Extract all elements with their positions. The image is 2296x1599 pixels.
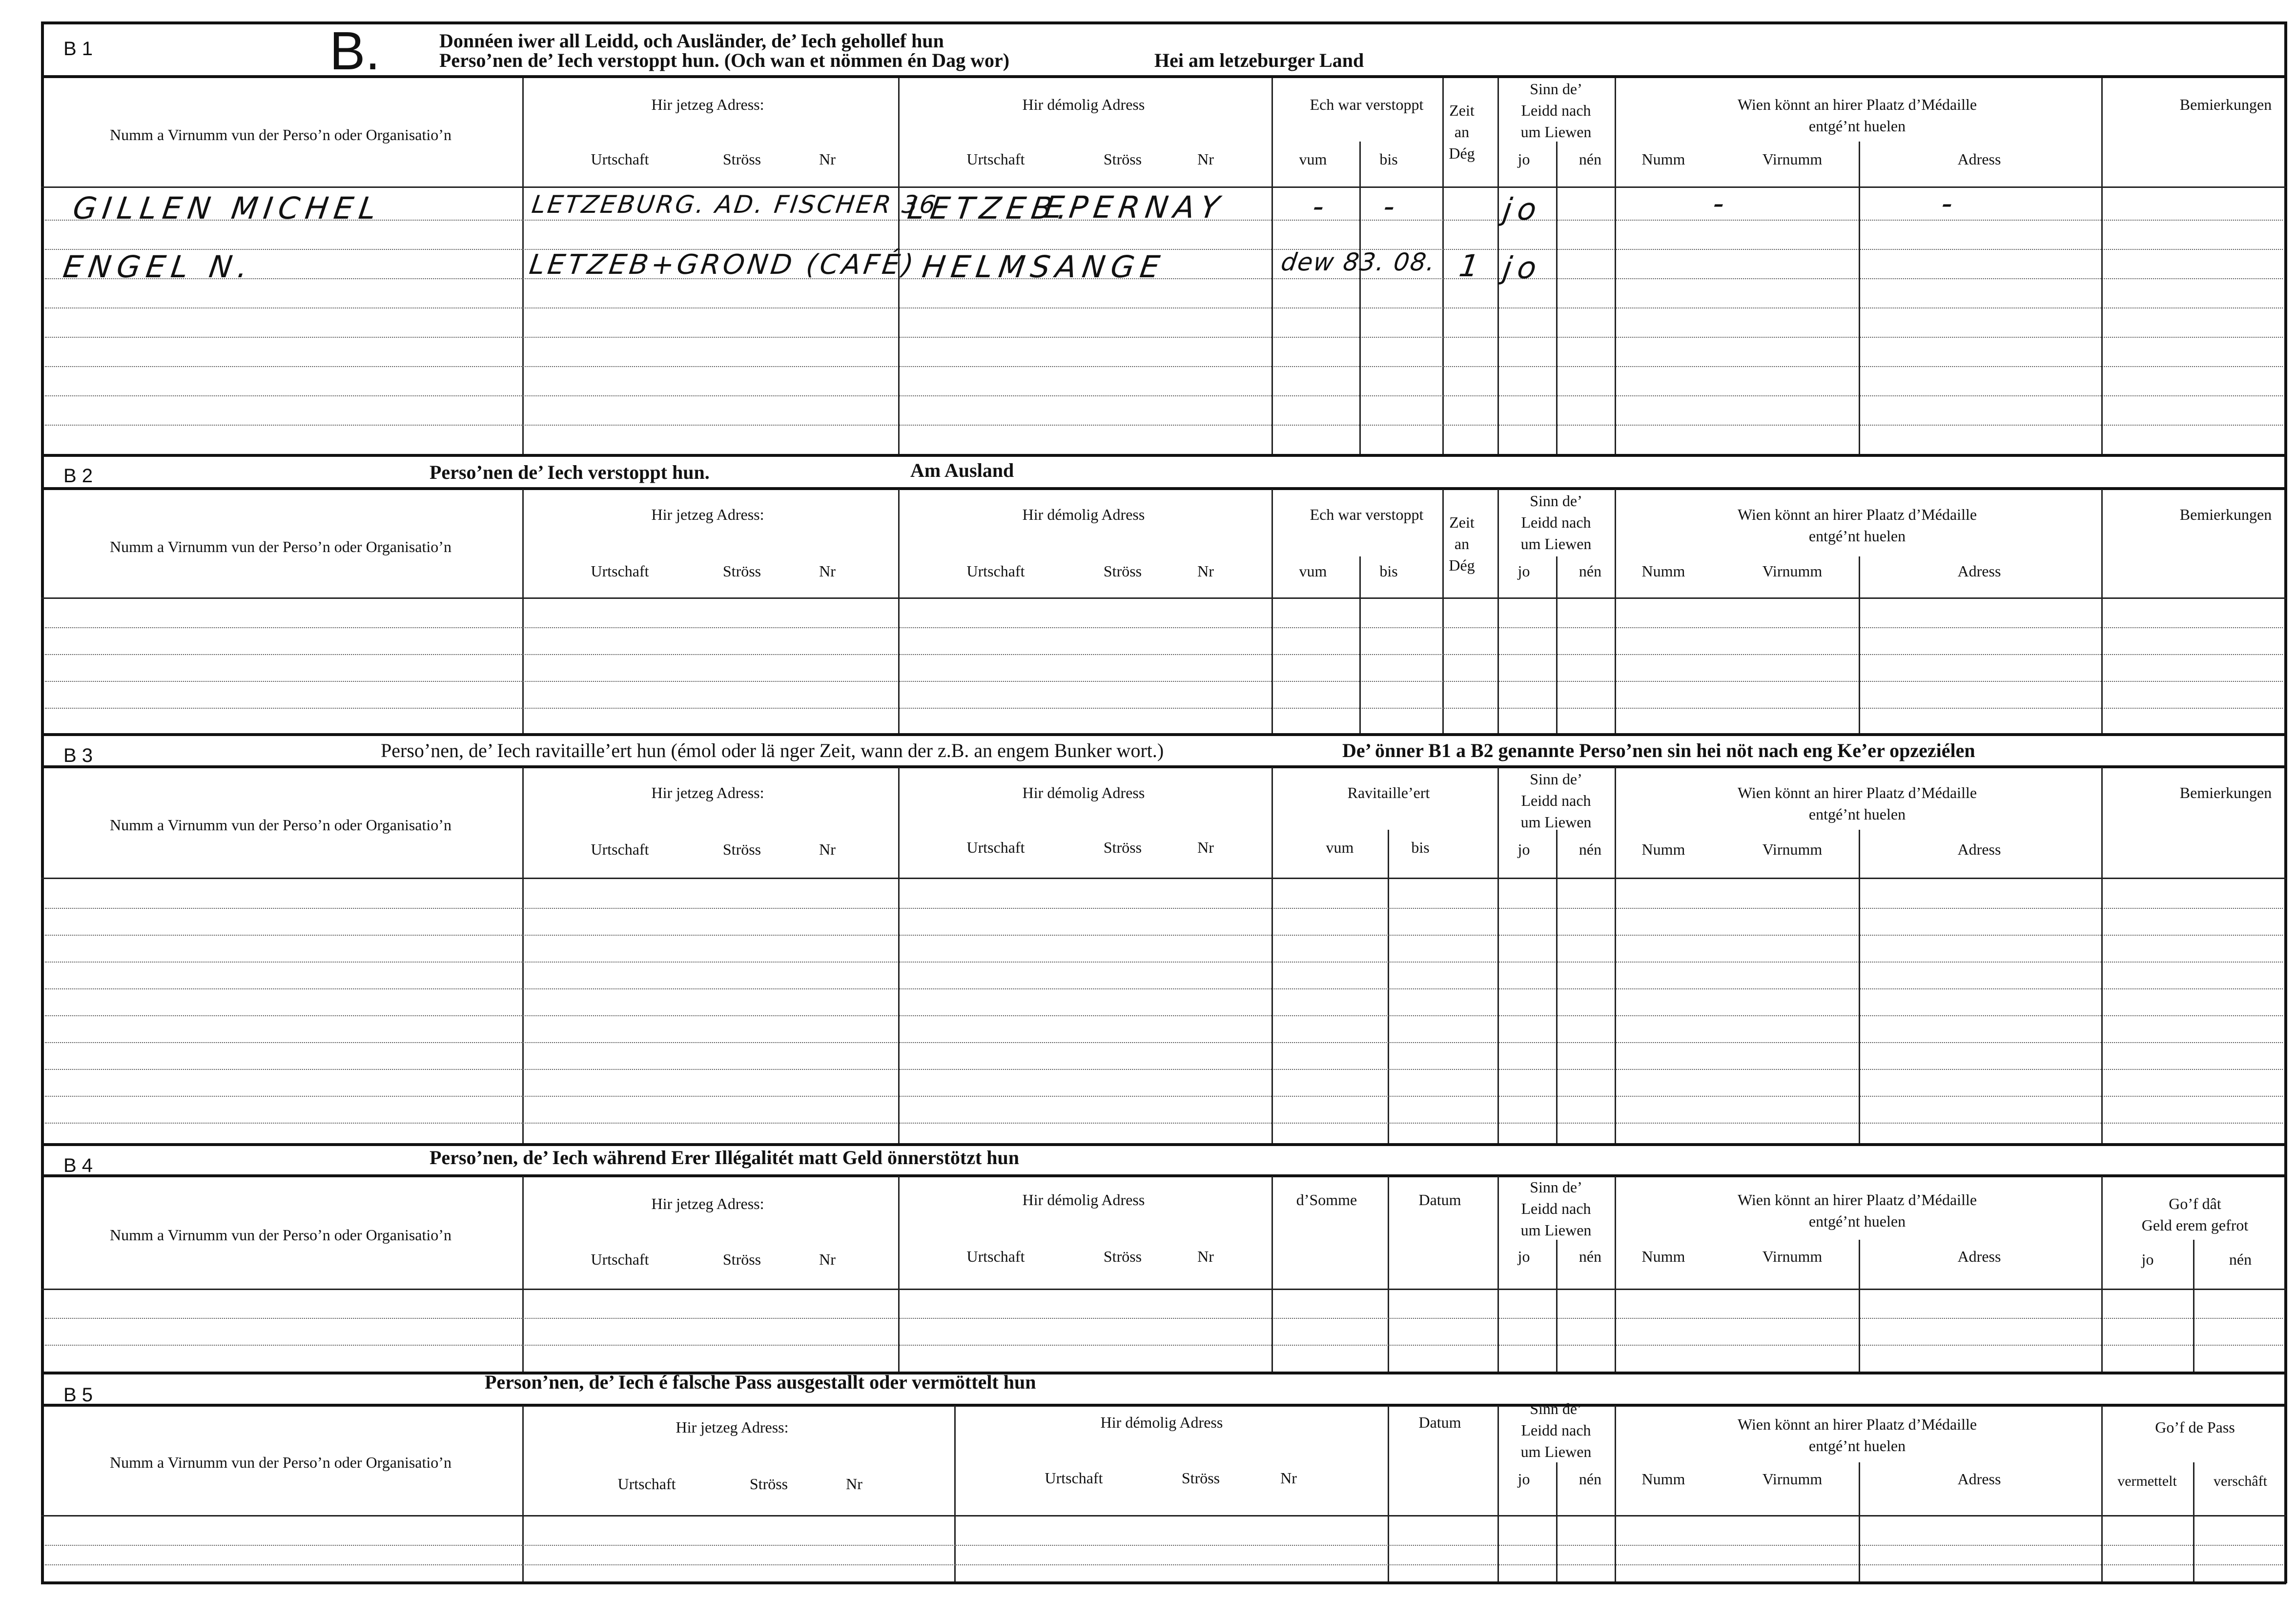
- col-yes-header: jo: [1517, 562, 1530, 580]
- entry-days: 1: [1456, 248, 1487, 284]
- section-top-rule: [41, 1143, 2286, 1146]
- col-current-address-header: Hir jetzeg Adress:: [651, 506, 764, 523]
- entry-name: ENGEL N.: [61, 249, 256, 285]
- row-line: [45, 654, 2283, 655]
- row-line: [45, 1123, 2283, 1124]
- col-name-header: Numm a Virnumm vun der Perso’n oder Organisatio’n: [110, 1226, 451, 1244]
- col-time-header-2: an: [1454, 535, 1470, 553]
- col-divider: [1271, 78, 1273, 454]
- section-label: B 3: [63, 745, 93, 766]
- col-divider: [1388, 1406, 1389, 1581]
- col-divider: [1615, 489, 1616, 733]
- section-header-rule: [41, 1404, 2286, 1407]
- header-bottom-rule: [41, 878, 2286, 879]
- row-line: [45, 1096, 2283, 1097]
- col-to-header: bis: [1379, 562, 1398, 580]
- col-sum-header: d’Somme: [1296, 1191, 1357, 1209]
- col-supplied-header: Ravitaille’ert: [1347, 784, 1430, 801]
- section-title-line2: Perso’nen de’ Iech verstoppt hun. (Och wan et nömmen én Dag wor): [439, 49, 1010, 71]
- row-line: [45, 627, 2283, 628]
- col-divider: [2101, 489, 2103, 733]
- col-first-name-header: Virnumm: [1762, 562, 1823, 580]
- col-divider: [1859, 1462, 1860, 1581]
- col-to-header: bis: [1379, 150, 1398, 168]
- col-medal-header-1: Wien könnt an hirer Plaatz d’Médaille: [1737, 506, 1977, 523]
- col-street-header: Ströss: [1103, 562, 1142, 580]
- col-first-name-header: Virnumm: [1762, 840, 1823, 858]
- col-divider: [898, 767, 900, 1143]
- col-divider: [2101, 1406, 2103, 1581]
- col-alive-header-3: um Liewen: [1520, 123, 1592, 141]
- col-address-header: Adress: [1957, 562, 2001, 580]
- section-title-place: Am Ausland: [910, 459, 1014, 481]
- col-divider: [1497, 78, 1499, 454]
- col-divider: [2193, 1462, 2194, 1581]
- col-alive-header-2: Leidd nach: [1521, 792, 1591, 809]
- col-current-address-header: Hir jetzeg Adress:: [651, 96, 764, 113]
- col-medal-header-1: Wien könnt an hirer Plaatz d’Médaille: [1737, 784, 1977, 801]
- col-current-address-header: Hir jetzeg Adress:: [651, 1195, 764, 1212]
- col-time-header-1: Zeit: [1449, 102, 1475, 119]
- col-alive-header-1: Sinn de’: [1530, 492, 1582, 510]
- row-line: [45, 1564, 2283, 1565]
- col-city-header: Urtschaft: [1045, 1469, 1103, 1487]
- section-top-rule: [41, 733, 2286, 736]
- row-line: [45, 1318, 2283, 1319]
- row-line: [45, 1545, 2283, 1546]
- col-alive-header-2: Leidd nach: [1521, 102, 1591, 119]
- col-money-yes-header: jo: [2141, 1250, 2154, 1268]
- col-street-header: Ströss: [722, 150, 761, 168]
- row-line: [45, 1345, 2283, 1346]
- col-medal-header-2: entgé’nt huelen: [1808, 117, 1906, 135]
- row-line: [45, 908, 2283, 909]
- entry-current-address: LETZEB+GROND (CAFÉ): [527, 249, 919, 281]
- section-label: B 2: [63, 465, 93, 487]
- section-title-line1: Donnéen iwer all Leidd, och Ausländer, de’ Iech gehollef hun: [439, 30, 944, 52]
- col-divider: [1359, 556, 1361, 733]
- section-label: B 1: [63, 38, 93, 60]
- col-medal-header-1: Wien könnt an hirer Plaatz d’Médaille: [1737, 96, 1977, 113]
- col-city-header: Urtschaft: [966, 1248, 1025, 1265]
- col-alive-header-3: um Liewen: [1520, 535, 1592, 553]
- row-line: [45, 337, 2283, 338]
- col-address-header: Adress: [1957, 1470, 2001, 1488]
- col-address-header: Adress: [1957, 840, 2001, 858]
- col-divider: [1271, 1176, 1273, 1372]
- entry-from: -: [1310, 188, 1332, 224]
- col-nr-header: Nr: [819, 562, 836, 580]
- col-former-address-header: Hir démolig Adress: [1022, 1191, 1145, 1209]
- col-former-address-header: Hir démolig Adress: [1022, 506, 1145, 523]
- col-divider: [1497, 767, 1499, 1143]
- col-name-header: Numm a Virnumm vun der Perso’n oder Organisatio’n: [110, 816, 451, 834]
- col-money-header-2: Geld erem gefrot: [2141, 1216, 2249, 1234]
- row-line: [45, 962, 2283, 963]
- col-pass-header: Go’f de Pass: [2155, 1418, 2235, 1436]
- row-line: [45, 681, 2283, 682]
- row-line: [45, 1015, 2283, 1016]
- col-name-header: Numm a Virnumm vun der Perso’n oder Organisatio’n: [110, 1454, 451, 1471]
- header-bottom-rule: [41, 1515, 2286, 1517]
- col-street-header: Ströss: [722, 840, 761, 858]
- col-divider: [522, 1406, 524, 1581]
- col-city-header: Urtschaft: [591, 840, 649, 858]
- col-divider: [522, 1176, 524, 1372]
- col-former-address-header: Hir démolig Adress: [1100, 1414, 1223, 1431]
- col-no-header: nén: [1578, 1248, 1602, 1265]
- entry-former-city: HELMSANGE: [920, 249, 1168, 285]
- col-nr-header: Nr: [1197, 562, 1214, 580]
- col-remarks-header: Bemierkungen: [2179, 784, 2272, 801]
- col-date-header: Datum: [1418, 1191, 1461, 1209]
- col-current-address-header: Hir jetzeg Adress:: [676, 1418, 789, 1436]
- col-remarks-header: Bemierkungen: [2179, 96, 2272, 113]
- col-last-name-header: Numm: [1641, 562, 1685, 580]
- col-divider: [1859, 1240, 1860, 1372]
- section-title-note: De’ önner B1 a B2 genannte Perso’nen sin hei nöt nach eng Ke’er opzeziélen: [1342, 739, 1975, 761]
- col-pass-procured-header: verschâft: [2214, 1473, 2267, 1489]
- col-alive-header-1: Sinn de’: [1530, 1178, 1582, 1196]
- section-title-place: Hei am letzeburger Land: [1154, 49, 1364, 71]
- entry-name: GILLEN MICHEL: [70, 190, 385, 226]
- section-header-rule: [41, 75, 2286, 78]
- col-city-header: Urtschaft: [591, 1250, 649, 1268]
- section-label: B 4: [63, 1155, 93, 1176]
- col-hidden-header: Ech war verstoppt: [1310, 96, 1424, 113]
- col-divider: [898, 489, 900, 733]
- entry-alive: jo: [1500, 250, 1545, 286]
- col-time-header-3: Dég: [1449, 556, 1475, 574]
- entry-former-city: LETZEB.: [905, 190, 1076, 226]
- header-bottom-rule: [41, 597, 2286, 599]
- section-title: Perso’nen de’ Iech verstoppt hun.: [430, 461, 710, 483]
- col-time-header-1: Zeit: [1449, 513, 1475, 531]
- col-yes-header: jo: [1517, 150, 1530, 168]
- col-alive-header-1: Sinn de’: [1530, 1400, 1582, 1417]
- section-label: B 5: [63, 1384, 93, 1406]
- col-nr-header: Nr: [1197, 150, 1214, 168]
- row-line: [45, 395, 2283, 396]
- col-divider: [522, 78, 524, 454]
- col-nr-header: Nr: [1197, 839, 1214, 856]
- col-last-name-header: Numm: [1641, 1470, 1685, 1488]
- col-no-header: nén: [1578, 840, 1602, 858]
- row-line: [45, 425, 2283, 426]
- section-header-rule: [41, 487, 2286, 490]
- col-city-header: Urtschaft: [966, 150, 1025, 168]
- col-address-header: Adress: [1957, 1248, 2001, 1265]
- col-divider: [1615, 1406, 1616, 1581]
- section-title: Perso’nen, de’ Iech während Erer Illégalitét matt Geld önnerstötzt hun: [430, 1147, 1020, 1168]
- col-last-name-header: Numm: [1641, 1248, 1685, 1265]
- col-divider: [1859, 556, 1860, 733]
- col-city-header: Urtschaft: [966, 839, 1025, 856]
- entry-alive: jo: [1500, 191, 1545, 227]
- col-alive-header-1: Sinn de’: [1530, 770, 1582, 788]
- section-header-rule: [41, 765, 2286, 768]
- col-address-header: Adress: [1957, 150, 2001, 168]
- col-former-address-header: Hir démolig Adress: [1022, 784, 1145, 801]
- col-last-name-header: Numm: [1641, 150, 1685, 168]
- col-remarks-header: Bemierkungen: [2179, 506, 2272, 523]
- col-from-header: vum: [1299, 150, 1327, 168]
- col-from-header: vum: [1326, 839, 1354, 856]
- col-name-header: Numm a Virnumm vun der Perso’n oder Organisatio’n: [110, 538, 451, 555]
- col-divider: [1556, 142, 1558, 454]
- col-divider: [2101, 767, 2103, 1143]
- col-alive-header-2: Leidd nach: [1521, 513, 1591, 531]
- col-money-no-header: nén: [2229, 1250, 2252, 1268]
- col-divider: [1615, 767, 1616, 1143]
- col-divider: [2101, 1176, 2103, 1372]
- col-alive-header-3: um Liewen: [1520, 813, 1592, 831]
- col-yes-header: jo: [1517, 1470, 1530, 1488]
- col-yes-header: jo: [1517, 1248, 1530, 1265]
- col-hidden-header: Ech war verstoppt: [1310, 506, 1424, 523]
- col-alive-header-3: um Liewen: [1520, 1443, 1592, 1460]
- frame-right: [2284, 21, 2287, 1583]
- col-nr-header: Nr: [1280, 1469, 1297, 1487]
- col-to-header: bis: [1411, 839, 1430, 856]
- col-divider: [1388, 1176, 1389, 1372]
- col-divider: [1859, 142, 1860, 454]
- entry-current-address: LETZEBURG. AD. FISCHER 36: [530, 190, 940, 219]
- entry-from: dew 83. 08.: [1279, 248, 1438, 276]
- section-title: Person’nen, de’ Iech é falsche Pass ausgestallt oder vermöttelt hun: [485, 1371, 1036, 1393]
- col-nr-header: Nr: [846, 1475, 862, 1493]
- col-street-header: Ströss: [1181, 1469, 1220, 1487]
- row-line: [45, 988, 2283, 989]
- header-bottom-rule: [41, 1289, 2286, 1290]
- col-medal-header-2: entgé’nt huelen: [1808, 527, 1906, 545]
- col-medal-header-1: Wien könnt an hirer Plaatz d’Médaille: [1737, 1415, 1977, 1433]
- col-former-address-header: Hir démolig Adress: [1022, 96, 1145, 113]
- col-city-header: Urtschaft: [966, 562, 1025, 580]
- col-city-header: Urtschaft: [617, 1475, 676, 1493]
- entry-to: -: [1381, 188, 1403, 224]
- section-letter: B.: [329, 21, 380, 81]
- col-alive-header-1: Sinn de’: [1530, 80, 1582, 98]
- col-nr-header: Nr: [819, 1250, 836, 1268]
- col-alive-header-2: Leidd nach: [1521, 1421, 1591, 1439]
- section-top-rule: [41, 1372, 2286, 1374]
- col-divider: [1556, 1462, 1558, 1581]
- col-divider: [2193, 1240, 2194, 1372]
- col-medal-header-1: Wien könnt an hirer Plaatz d’Médaille: [1737, 1191, 1977, 1209]
- col-nr-header: Nr: [1197, 1248, 1214, 1265]
- frame-left: [41, 21, 44, 1583]
- col-divider: [898, 1176, 900, 1372]
- col-date-header: Datum: [1418, 1414, 1461, 1431]
- col-current-address-header: Hir jetzeg Adress:: [651, 784, 764, 801]
- col-from-header: vum: [1299, 562, 1327, 580]
- col-pass-mediated-header: vermettelt: [2117, 1473, 2177, 1489]
- col-divider: [1615, 78, 1616, 454]
- col-first-name-header: Virnumm: [1762, 1470, 1823, 1488]
- col-street-header: Ströss: [722, 562, 761, 580]
- col-divider: [1615, 1176, 1616, 1372]
- col-street-header: Ströss: [1103, 150, 1142, 168]
- col-divider: [954, 1406, 956, 1581]
- col-divider: [1271, 767, 1273, 1143]
- col-time-header-2: an: [1454, 123, 1470, 141]
- col-alive-header-2: Leidd nach: [1521, 1200, 1591, 1217]
- entry-medal-address: -: [1939, 185, 1961, 221]
- col-street-header: Ströss: [1103, 839, 1142, 856]
- row-line: [45, 1042, 2283, 1043]
- row-line: [45, 708, 2283, 709]
- col-street-header: Ströss: [749, 1475, 788, 1493]
- col-no-header: nén: [1578, 562, 1602, 580]
- col-city-header: Urtschaft: [591, 562, 649, 580]
- frame-bottom: [41, 1581, 2286, 1584]
- col-divider: [1556, 556, 1558, 733]
- col-name-header: Numm a Virnumm vun der Perso’n oder Organisatio’n: [110, 126, 451, 144]
- col-divider: [1497, 1406, 1499, 1581]
- col-medal-header-2: entgé’nt huelen: [1808, 1437, 1906, 1455]
- col-medal-header-2: entgé’nt huelen: [1808, 805, 1906, 823]
- col-street-header: Ströss: [722, 1250, 761, 1268]
- col-divider: [522, 767, 524, 1143]
- section-top-rule: [41, 454, 2286, 457]
- col-divider: [1271, 489, 1273, 733]
- col-yes-header: jo: [1517, 840, 1530, 858]
- row-line: [45, 935, 2283, 936]
- col-no-header: nén: [1578, 1470, 1602, 1488]
- col-divider: [1442, 489, 1444, 733]
- entry-medal-last-name: -: [1710, 185, 1733, 221]
- col-divider: [1359, 142, 1361, 454]
- row-line: [45, 278, 2283, 279]
- col-divider: [1497, 1176, 1499, 1372]
- col-time-header-3: Dég: [1449, 144, 1475, 162]
- col-nr-header: Nr: [819, 150, 836, 168]
- col-first-name-header: Virnumm: [1762, 150, 1823, 168]
- col-divider: [1442, 78, 1444, 454]
- col-medal-header-2: entgé’nt huelen: [1808, 1212, 1906, 1230]
- section-title: Perso’nen, de’ Iech ravitaille’ert hun (émol oder lä nger Zeit, wann der z.B. an engem Bunker wort.): [381, 739, 1164, 761]
- row-line: [45, 366, 2283, 367]
- row-line: [45, 1069, 2283, 1070]
- col-divider: [1497, 489, 1499, 733]
- col-street-header: Ströss: [1103, 1248, 1142, 1265]
- col-money-header-1: Go’f dât: [2169, 1195, 2221, 1212]
- col-first-name-header: Virnumm: [1762, 1248, 1823, 1265]
- col-divider: [1556, 1240, 1558, 1372]
- col-divider: [522, 489, 524, 733]
- col-alive-header-3: um Liewen: [1520, 1221, 1592, 1239]
- entry-former-street: EPERNAY: [1042, 189, 1228, 225]
- col-divider: [2101, 78, 2103, 454]
- col-nr-header: Nr: [819, 840, 836, 858]
- col-city-header: Urtschaft: [591, 150, 649, 168]
- col-no-header: nén: [1578, 150, 1602, 168]
- col-last-name-header: Numm: [1641, 840, 1685, 858]
- section-header-rule: [41, 1174, 2286, 1177]
